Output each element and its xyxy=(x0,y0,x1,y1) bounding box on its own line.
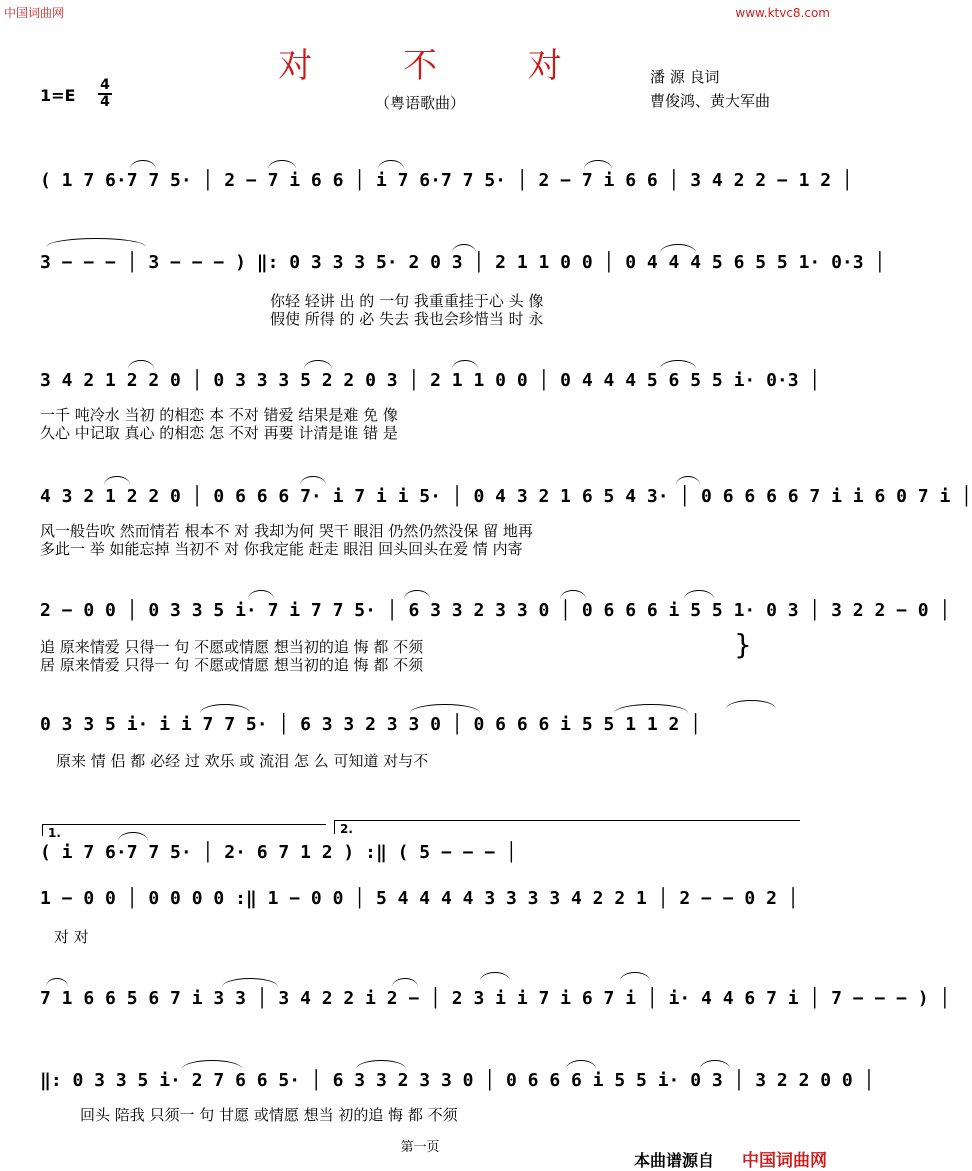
slur-mark xyxy=(566,1060,596,1069)
lyrics-row-5-verse-1: 追 原来情爱 只得一 句 不愿或情愿 想当初的追 悔 都 不须 xyxy=(40,638,424,656)
slur-mark xyxy=(560,590,586,599)
notation-row-10: ‖: 0 3 3 5 i· 2 7 6 6 5· │ 6 3 3 2 3 3 0 │ 0 6 6 6 i 5 5 i· 0 3 │ 3 2 2 0 0 │ xyxy=(40,1070,875,1091)
notation-row-1: ( 1 7 6·7 7 5· │ 2 − 7 i 6 6 │ i 7 6·7 7 5· │ 2 − 7 i 6 6 │ 3 4 2 2 − 1 2 │ xyxy=(40,170,853,191)
slur-mark xyxy=(452,360,478,369)
notation-row-9: 7 1 6 6 5 6 7 i 3 3 │ 3 4 2 2 i 2 − │ 2 3 i i 7 i 6 7 i │ i· 4 4 6 7 i │ 7 − − − ) │ xyxy=(40,988,951,1009)
triplet-mark xyxy=(726,700,776,709)
repeat-brace: } xyxy=(734,628,752,661)
lyrics-row-6: 原来 情 侣 都 必经 过 欢乐 或 流泪 怎 么 可知道 对与不 xyxy=(56,752,429,770)
watermark-right: www.ktvc8.com xyxy=(735,6,830,20)
triplet-mark xyxy=(480,972,510,981)
lyrics-row-10: 回头 陪我 只须一 句 甘愿 或情愿 想当 初的追 悔 都 不须 xyxy=(80,1106,458,1124)
notation-row-3: 3 4 2 1 2 2 0 │ 0 3 3 3 5 2 2 0 3 │ 2 1 1 0 0 │ 0 4 4 4 5 6 5 5 i· 0·3 │ xyxy=(40,370,821,391)
slur-mark xyxy=(700,1060,730,1069)
notation-row-5: 2 − 0 0 │ 0 3 3 5 i· 7 i 7 7 5· │ 6 3 3 2 3 3 0 │ 0 6 6 6 i 5 5 1· 0 3 │ 3 2 2 − 0 │ xyxy=(40,600,951,621)
triplet-mark xyxy=(620,972,650,981)
slur-mark xyxy=(660,244,696,253)
volta-2-bracket xyxy=(334,820,335,834)
slur-mark xyxy=(404,590,430,599)
slur-mark xyxy=(130,160,156,169)
lyrics-row-5-verse-2: 居 原来情爱 只得一 句 不愿或情愿 想当初的追 悔 都 不须 xyxy=(40,656,424,674)
slur-mark xyxy=(46,978,68,987)
time-top: 4 xyxy=(100,77,110,93)
lyrics-row-3-verse-1: 一千 吨冷水 当初 的相恋 本 不对 错爱 结果是难 免 像 xyxy=(40,406,398,424)
song-subtitle: （粤语歌曲） xyxy=(374,94,465,112)
slur-mark xyxy=(128,360,154,369)
slur-mark xyxy=(182,1060,242,1069)
slur-mark xyxy=(614,704,688,713)
slur-mark xyxy=(222,978,278,987)
slur-mark xyxy=(684,590,714,599)
slur-mark xyxy=(378,160,404,169)
time-bottom: 4 xyxy=(98,93,112,110)
tie-mark xyxy=(46,238,146,247)
slur-mark xyxy=(300,476,326,485)
slur-mark xyxy=(392,978,418,987)
volta-2-line xyxy=(334,820,800,821)
key-signature: 1=E xyxy=(40,86,76,105)
notation-row-2: 3 − − − │ 3 − − − ) ‖: 0 3 3 3 5· 2 0 3 │ 2 1 1 0 0 │ 0 4 4 4 5 6 5 5 1· 0·3 │ xyxy=(40,252,886,273)
lyrics-row-3-verse-2: 久心 中记取 真心 的相恋 怎 不对 再要 计清是谁 错 是 xyxy=(40,424,398,442)
slur-mark xyxy=(118,832,148,841)
slur-mark xyxy=(676,476,700,485)
footer-brand-logo: 中国词曲网 xyxy=(742,1151,827,1171)
slur-mark xyxy=(660,360,696,369)
time-signature xyxy=(98,78,112,110)
lyrics-row-2-verse-2: 假使 所得 的 必 失去 我也会珍惜当 时 永 xyxy=(270,310,544,328)
lyrics-row-8: 对 对 xyxy=(54,928,89,946)
slur-mark xyxy=(304,360,332,369)
footer-source-label: 本曲谱源自 xyxy=(634,1151,715,1170)
slur-mark xyxy=(584,160,612,169)
slur-mark xyxy=(356,1060,406,1069)
song-title: 对 不 对 xyxy=(278,46,602,86)
slur-mark xyxy=(248,590,274,599)
lyricist-credit: 潘 源 良词 xyxy=(650,68,720,86)
slur-mark xyxy=(410,704,480,713)
notation-row-4: 4 3 2 1 2 2 0 │ 0 6 6 6 7· i 7 i i 5· │ 0 4 3 2 1 6 5 4 3· │ 0 6 6 6 6 7 i i 6 0 7 i │ xyxy=(40,486,972,507)
slur-mark xyxy=(268,160,296,169)
slur-mark xyxy=(104,476,130,485)
volta-1-label: 1. xyxy=(48,826,61,840)
volta-1-bracket xyxy=(42,824,43,836)
slur-mark xyxy=(452,244,476,253)
lyrics-row-2-verse-1: 你轻 轻讲 出 的 一句 我重重挂于心 头 像 xyxy=(270,292,544,310)
notation-row-8: 1 − 0 0 │ 0 0 0 0 :‖ 1 − 0 0 │ 5 4 4 4 4 3 3 3 3 4 2 2 1 │ 2 − − 0 2 │ xyxy=(40,888,799,909)
lyrics-row-4-verse-1: 风一般告吹 然而情若 根本不 对 我却为何 哭干 眼泪 仍然仍然没保 留 地再 xyxy=(40,522,533,540)
watermark-left: 中国词曲网 xyxy=(4,6,65,20)
volta-2-label: 2. xyxy=(340,822,353,836)
page-number: 第一页 xyxy=(400,1140,440,1155)
notation-row-6: 0 3 3 5 i· i i 7 7 5· │ 6 3 3 2 3 3 0 │ 0 6 6 6 i 5 5 1 1 2 │ xyxy=(40,714,702,735)
composer-credit: 曹俊鸿、黄大军曲 xyxy=(650,92,771,110)
notation-row-7: ( i 7 6·7 7 5· │ 2· 6 7 1 2 ) :‖ ( 5 − − − │ xyxy=(40,842,517,863)
volta-1-line xyxy=(42,824,326,825)
lyrics-row-4-verse-2: 多此一 举 如能忘掉 当初不 对 你我定能 赶走 眼泪 回头回头在爱 情 内寄 xyxy=(40,540,523,558)
slur-mark xyxy=(200,704,250,713)
